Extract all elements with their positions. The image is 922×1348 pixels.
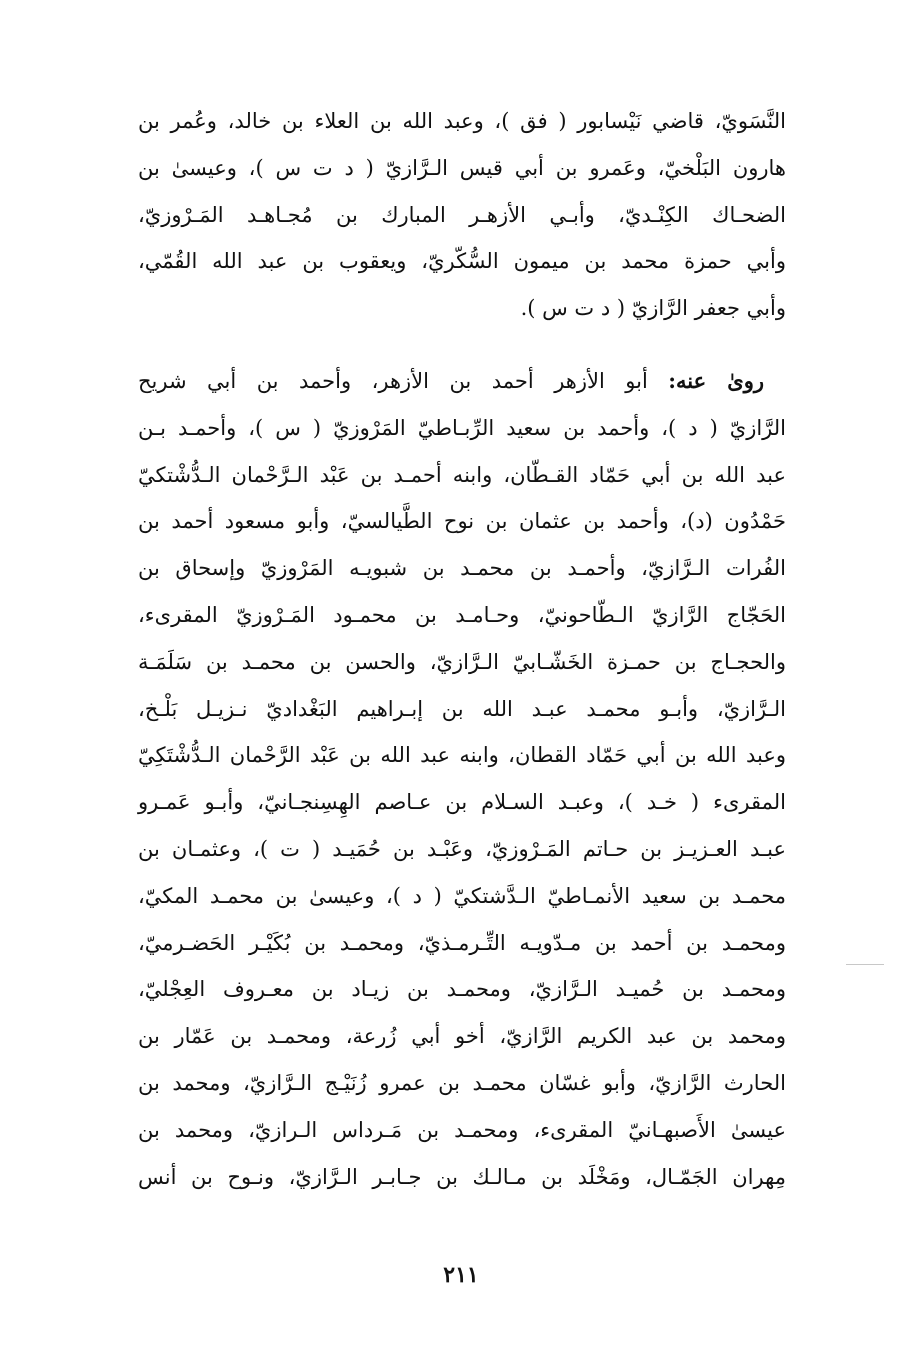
text-line: حَمْدُون (د)، وأحمد بن عثمان بن نوح الطَّيالسيّ، وأبو مسعود أحمد بن bbox=[138, 509, 786, 534]
text-line: الحارث الرَّازيّ، وأبو غسّان محمـد بن عمرو زُنَيْـج الـرَّازيّ، ومحمد بن bbox=[138, 1070, 786, 1095]
text-line: وأبي حمزة محمد بن ميمون السُّكّريّ، ويعقوب بن عبد الله القُمّي، bbox=[138, 249, 786, 274]
text-line: عبد الله بن أبي حَمّاد القـطّان، وابنه أحمـد بن عَبْد الـرَّحْمان الـدُّشْتكيّ bbox=[138, 462, 786, 487]
text-line: النَّسَويّ، قاضي نَيْسابور ( فق )، وعبد الله بن العلاء بن خالد، وعُمر بن bbox=[138, 109, 786, 133]
section-lead: روىٰ عنه: bbox=[668, 368, 764, 393]
text-line: الـرَّازيّ، وأبـو محمـد عبـد الله بن إبـراهيم البَغْداديّ نـزيـل بَلْـخ، bbox=[138, 696, 786, 721]
paragraph-students bbox=[138, 358, 786, 1200]
text-line: الرَّازيّ ( د )، وأحمد بن سعيد الرِّبـاطيّ المَرْوزيّ ( س )، وأحمـد بـن bbox=[138, 415, 786, 440]
first-line-text: أبو الأزهر أحمد بن الأزهر، وأحمد بن أبي شريح bbox=[138, 369, 648, 393]
text-line: والحجـاج بن حمـزة الخَشّـابيّ الـرَّازيّ، والحسن بن محمـد بن سَلَمَـة bbox=[138, 649, 786, 674]
text-line: هارون البَلْخيّ، وعَمرو بن أبي قيس الـرَّازيّ ( د ت س )، وعيسىٰ بن bbox=[138, 155, 786, 180]
text-line: ومحمـد بن أحمد بن مـدّويـه التِّـرمـذيّ، ومحمـد بن بُكَيْـر الحَضـرميّ، bbox=[138, 930, 786, 955]
text-line: ومحمد بن عبد الكريم الرَّازيّ، أخو أبي زُرعة، ومحمـد بن عَمّار بن bbox=[138, 1024, 786, 1049]
text-line: عبـد العـزيـز بن حـاتم المَـرْوزيّ، وعَبْـد بن حُمَيـد ( ت )، وعثمـان بن bbox=[138, 836, 786, 861]
page-number: ٢١١ bbox=[443, 1262, 479, 1288]
text-line: محمـد بن سعيد الأنمـاطيّ الـدَّشتكيّ ( د )، وعيسىٰ بن محمـد المكيّ، bbox=[138, 883, 786, 908]
text-line: ومحمـد بن حُميـد الـرَّازيّ، ومحمـد بن زيـاد بن معـروف العِجْليّ، bbox=[138, 977, 786, 1002]
text-line: الفُرات الـرَّازيّ، وأحمـد بن محمـد بن شبويـه المَرْوزيّ وإسحاق بن bbox=[138, 556, 786, 581]
text-line: وعبد الله بن أبي حَمّاد القطان، وابنه عبد الله بن عَبْد الرَّحْمان الـدُّشْتَكِيّ bbox=[138, 743, 786, 768]
text-line-first bbox=[138, 358, 786, 405]
text-line: الحَجّاج الرَّازيّ الـطّاحونيّ، وحـامـد بن محمـود المَـرْوزيّ المقرىء، bbox=[138, 602, 786, 627]
text-line: وأبي جعفر الرَّازيّ ( د ت س ). bbox=[520, 296, 786, 321]
text-line: مِهران الجَمّـال، ومَخْلَد بن مـالـك بن جـابـر الـرَّازيّ، ونـوح بن أنس bbox=[138, 1164, 786, 1189]
text-line: المقرىء ( خـد )، وعبـد السـلام بن عـاصم الهِسِنجـانيّ، وأبـو عَمـرو bbox=[138, 790, 786, 815]
text-line: عيسىٰ الأَصبهـانيّ المقرىء، ومحمـد بن مَـرداس الـرازيّ، ومحمد بن bbox=[138, 1117, 786, 1142]
text-line: الضحـاك الكِنْـديّ، وأبـي الأزهـر المبارك بن مُجـاهـد المَـرْوزيّ، bbox=[138, 202, 786, 227]
paragraph-teachers bbox=[138, 98, 786, 332]
margin-scan-mark bbox=[846, 964, 884, 965]
